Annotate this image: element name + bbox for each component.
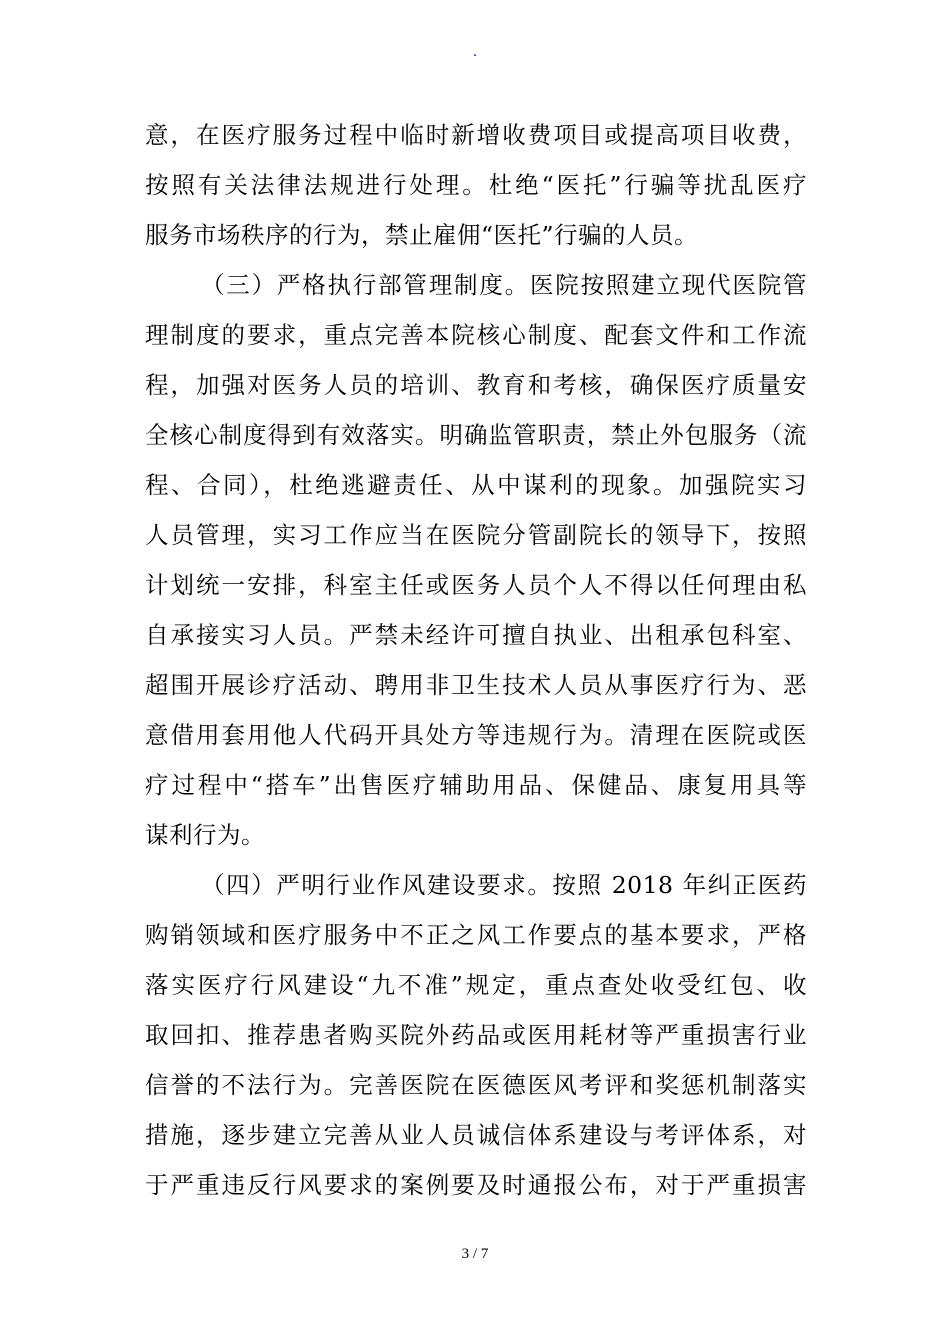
paragraph-line: 措施，逐步建立完善从业人员诚信体系建设与考评体系，对	[145, 1121, 807, 1149]
paragraph-line: 计划统一安排，科室主任或医务人员个人不得以任何理由私	[145, 571, 807, 599]
paragraph-line: 落实医疗行风建设“九不准”规定，重点查处收受红包、收	[145, 971, 807, 999]
paragraph-2	[145, 260, 807, 860]
paragraph-line: 程、合同），杜绝逃避责任、从中谋利的现象。加强院实习	[145, 471, 807, 499]
paragraph-line: 信誉的不法行为。完善医院在医德医风考评和奖惩机制落实	[145, 1071, 807, 1099]
document-body	[145, 110, 807, 1210]
paragraph-line: 意，在医疗服务过程中临时新增收费项目或提高项目收费，	[145, 121, 807, 149]
header-mark: .	[472, 44, 478, 60]
paragraph-line: 疗过程中“搭车”出售医疗辅助用品、保健品、康复用具等	[145, 771, 807, 799]
paragraph-line: 谋利行为。	[145, 821, 265, 849]
paragraph-line: 超围开展诊疗活动、聘用非卫生技术人员从事医疗行为、恶	[145, 671, 807, 699]
paragraph-line: 购销领域和医疗服务中不正之风工作要点的基本要求，严格	[145, 921, 807, 949]
paragraph-line: 自承接实习人员。严禁未经许可擅自执业、出租承包科室、	[145, 621, 807, 649]
paragraph-line: （四）严明行业作风建设要求。按照 2018 年纠正医药	[201, 871, 807, 899]
paragraph-line: 程，加强对医务人员的培训、教育和考核，确保医疗质量安	[145, 371, 807, 399]
paragraph-3	[145, 860, 807, 1210]
paragraph-line: 取回扣、推荐患者购买院外药品或医用耗材等严重损害行业	[145, 1021, 807, 1049]
paragraph-line: 全核心制度得到有效落实。明确监管职责，禁止外包服务（流	[145, 421, 807, 449]
paragraph-line: （三）严格执行部管理制度。医院按照建立现代医院管	[201, 271, 807, 299]
paragraph-line: 服务市场秩序的行为，禁止雇佣“医托”行骗的人员。	[145, 221, 699, 249]
paragraph-line: 按照有关法律法规进行处理。杜绝“医托”行骗等扰乱医疗	[145, 171, 807, 199]
paragraph-line: 人员管理，实习工作应当在医院分管副院长的领导下，按照	[145, 521, 807, 549]
paragraph-1	[145, 110, 807, 260]
paragraph-line: 于严重违反行风要求的案例要及时通报公布，对于严重损害	[145, 1171, 807, 1199]
page-indicator: 3 / 7	[461, 1246, 489, 1262]
paragraph-line: 意借用套用他人代码开具处方等违规行为。清理在医院或医	[145, 721, 807, 749]
paragraph-line: 理制度的要求，重点完善本院核心制度、配套文件和工作流	[145, 321, 807, 349]
